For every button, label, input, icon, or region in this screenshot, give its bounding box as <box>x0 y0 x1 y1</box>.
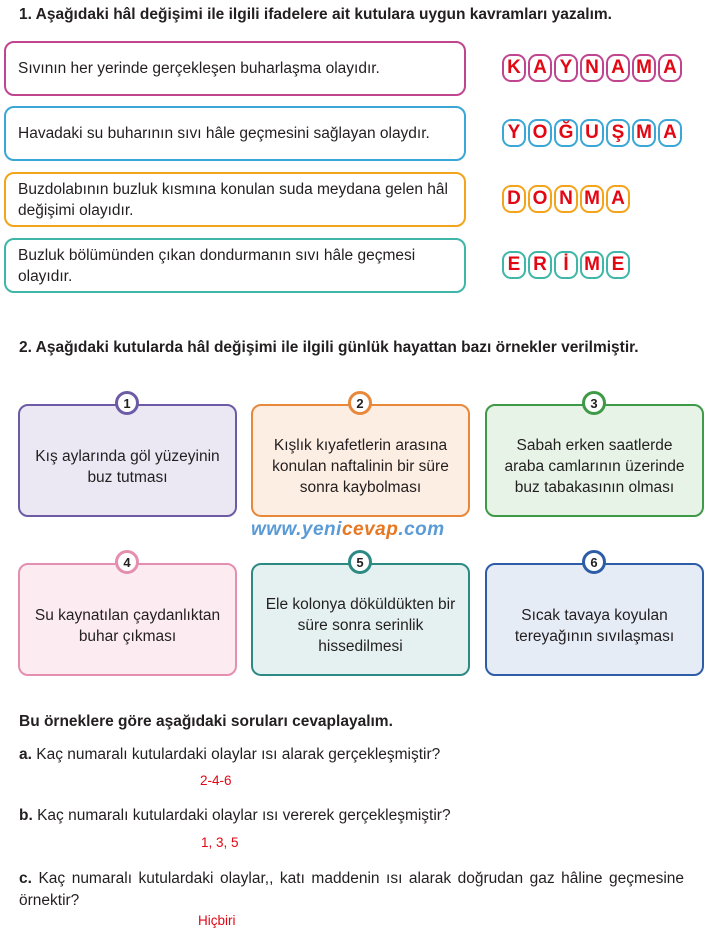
answer-letter: A <box>606 54 630 82</box>
answer-letter: A <box>528 54 552 82</box>
answer-b: 1, 3, 5 <box>201 835 239 850</box>
example-number-badge: 6 <box>582 550 606 574</box>
answer-a: 2-4-6 <box>200 773 232 788</box>
answer-letter: A <box>658 54 682 82</box>
statement-box <box>4 238 466 293</box>
answer-letter: Ğ <box>554 119 578 147</box>
example-text: Sıcak tavaya koyulan tereyağının sıvılaşması <box>514 606 675 645</box>
example-box-2 <box>251 404 470 517</box>
example-text: Kışlık kıyafetlerin arasına konulan naftalinin bir süre sonra kaybolması <box>272 437 449 496</box>
example-box-4 <box>18 563 237 676</box>
section1-title: 1. Aşağıdaki hâl değişimi ile ilgili ifadelere ait kutulara uygun kavramları yazalım. <box>19 6 612 23</box>
answer-letter: M <box>580 251 604 279</box>
answer-letter: İ <box>554 251 578 279</box>
answer-letter: Y <box>502 119 526 147</box>
questions-instruction: Bu örneklere göre aşağıdaki soruları cevaplayalım. <box>19 713 393 730</box>
example-number-badge: 3 <box>582 391 606 415</box>
answer-letter: O <box>528 185 552 213</box>
example-text: Ele kolonya döküldükten bir süre sonra serinlik hissedilmesi <box>265 596 456 655</box>
statement-box <box>4 172 466 227</box>
answer-letter: M <box>580 185 604 213</box>
statement-box <box>4 41 466 96</box>
example-box-6 <box>485 563 704 676</box>
answer-letter: U <box>580 119 604 147</box>
answer-letter: E <box>502 251 526 279</box>
statement-text: Sıvının her yerinde gerçekleşen buharlaşma olayıdır. <box>18 60 380 77</box>
answer-letter: D <box>502 185 526 213</box>
example-number-badge: 1 <box>115 391 139 415</box>
answer-word <box>502 54 682 82</box>
answer-letter: R <box>528 251 552 279</box>
example-text: Kış aylarında göl yüzeyinin buz tutması <box>35 447 220 486</box>
answer-letter: Ş <box>606 119 630 147</box>
watermark: www.yenicevap.com <box>251 519 445 540</box>
statement-text: Buzdolabının buzluk kısmına konulan suda meydana gelen hâl değişimi olayıdır. <box>18 180 448 219</box>
statement-box <box>4 106 466 161</box>
answer-letter: E <box>606 251 630 279</box>
answer-letter: M <box>632 54 656 82</box>
answer-letter: N <box>554 185 578 213</box>
answer-letter: M <box>632 119 656 147</box>
example-box-5 <box>251 563 470 676</box>
answer-letter: N <box>580 54 604 82</box>
question-c: c. Kaç numaralı kutulardaki olaylar,, katı maddenin ısı alarak doğrudan gaz hâline geçmesine örnektir? <box>19 870 685 909</box>
example-text: Su kaynatılan çaydanlıktan buhar çıkması <box>34 606 221 645</box>
answer-word <box>502 185 630 213</box>
answer-word <box>502 251 630 279</box>
answer-word <box>502 119 682 147</box>
answer-letter: O <box>528 119 552 147</box>
question-b: b. Kaç numaralı kutulardaki olaylar ısı vererek gerçekleşmiştir? <box>19 807 451 824</box>
example-text: Sabah erken saatlerde araba camlarının üzerinde buz tabakasının olması <box>504 437 685 496</box>
answer-letter: A <box>606 185 630 213</box>
answer-c: Hiçbiri <box>198 913 236 928</box>
example-number-badge: 5 <box>348 550 372 574</box>
statement-text: Buzluk bölümünden çıkan dondurmanın sıvı hâle geçmesi olayıdır. <box>18 246 416 285</box>
example-box-3 <box>485 404 704 517</box>
answer-letter: K <box>502 54 526 82</box>
example-box-1 <box>18 404 237 517</box>
statement-text: Havadaki su buharının sıvı hâle geçmesini sağlayan olaydır. <box>18 125 430 142</box>
answer-letter: A <box>658 119 682 147</box>
example-number-badge: 4 <box>115 550 139 574</box>
question-a: a. Kaç numaralı kutulardaki olaylar ısı alarak gerçekleşmiştir? <box>19 746 441 763</box>
answer-letter: Y <box>554 54 578 82</box>
section2-title: 2. Aşağıdaki kutularda hâl değişimi ile ilgili günlük hayattan bazı örnekler verilmiştir. <box>19 339 639 356</box>
example-number-badge: 2 <box>348 391 372 415</box>
